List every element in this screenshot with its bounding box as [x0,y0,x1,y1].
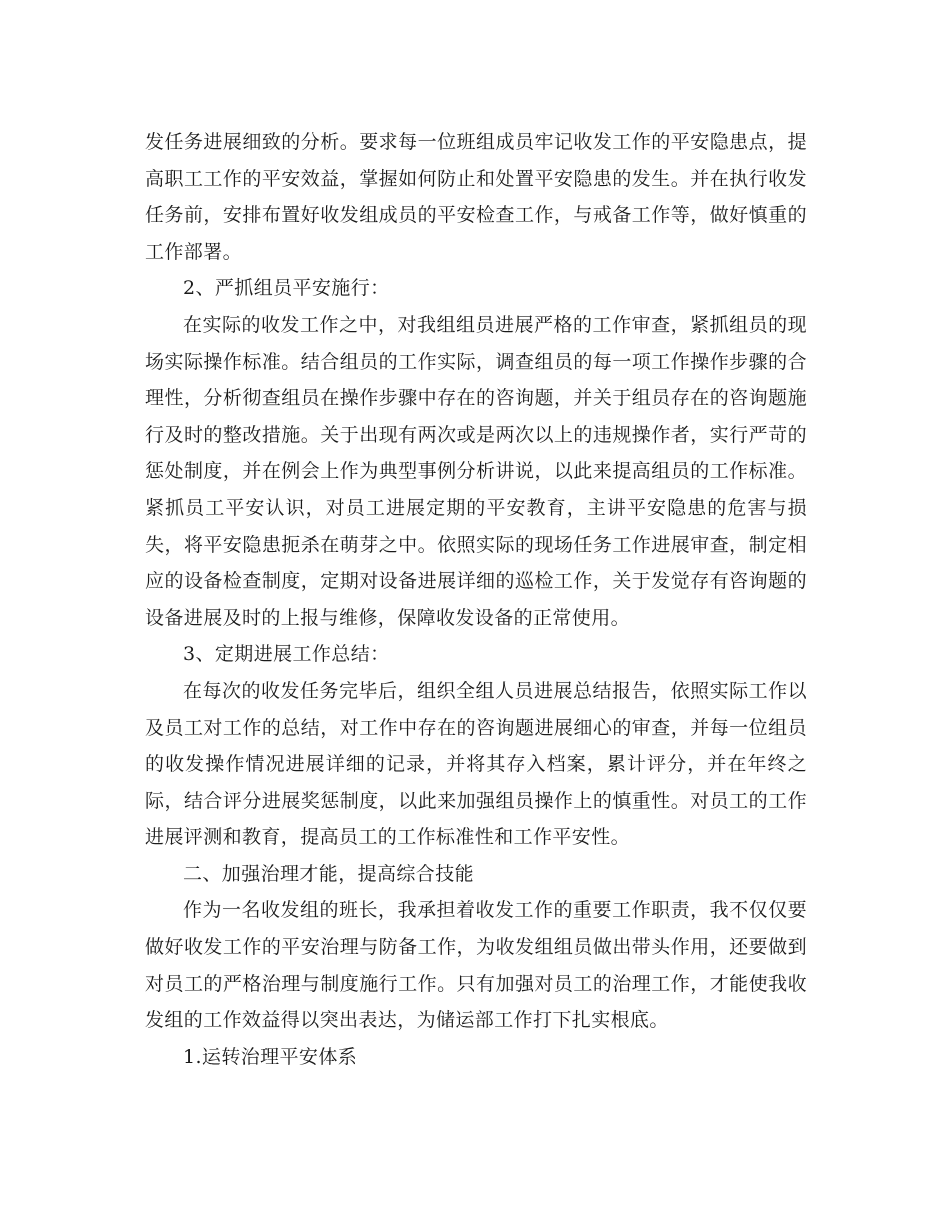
heading-strict-safety: 2、严抓组员平安施行： [183,277,390,300]
paragraph-management-ability: 作为一名收发组的班长，我承担着收发工作的重要工作职责，我不仅仅要做好收发工作的平安治理与防备工作，为收发组组员做出带头作用，还要做到对员工的严格治理与制度施行工作。只有加强对员工的治理工作，才能使我收发组的工作效益得以突出表达，为储运部工作打下扎实根底。 [145,899,807,1032]
heading-management-ability: 二、加强治理才能，提高综合技能 [183,862,475,885]
paragraph-strict-safety: 在实际的收发工作之中，对我组组员进展严格的工作审查，紧抓组员的现场实际操作标准。结合组员的工作实际，调查组员的每一项工作操作步骤的合理性，分析彻查组员在操作步骤中存在的咨询题，并关于组员存在的咨询题施行及时的整改措施。关于出现有两次或是两次以上的违规操作者，实行严苛的惩处制度，并在例会上作为典型事例分析讲说，以此来提高组员的工作标准。紧抓员工平安认识，对员工进展定期的平安教育，主讲平安隐患的危害与损失，将平安隐患扼杀在萌芽之中。依照实际的现场任务工作进展审查，制定相应的设备检查制度，定期对设备进展详细的巡检工作，关于发觉存有咨询题的设备进展及时的上报与维修，保障收发设备的正常使用。 [145,313,807,629]
heading-periodic-summary: 3、定期进展工作总结： [183,643,390,666]
paragraph-task-analysis: 发任务进展细致的分析。要求每一位班组成员牢记收发工作的平安隐患点，提高职工工作的平安效益，掌握如何防止和处置平安隐患的发生。并在执行收发任务前，安排布置好收发组成员的平安检查工作，与戒备工作等，做好慎重的工作部署。 [145,131,807,263]
heading-safety-system: 1.运转治理平安体系 [183,1045,358,1068]
document-body [145,124,807,1075]
paragraph-periodic-summary: 在每次的收发任务完毕后，组织全组人员进展总结报告，依照实际工作以及员工对工作的总结，对工作中存在的咨询题进展细心的审查，并每一位组员的收发操作情况进展详细的记录，并将其存入档案，累计评分，并在年终之际，结合评分进展奖惩制度，以此来加强组员操作上的慎重性。对员工的工作进展评测和教育，提高员工的工作标准性和工作平安性。 [145,679,807,849]
